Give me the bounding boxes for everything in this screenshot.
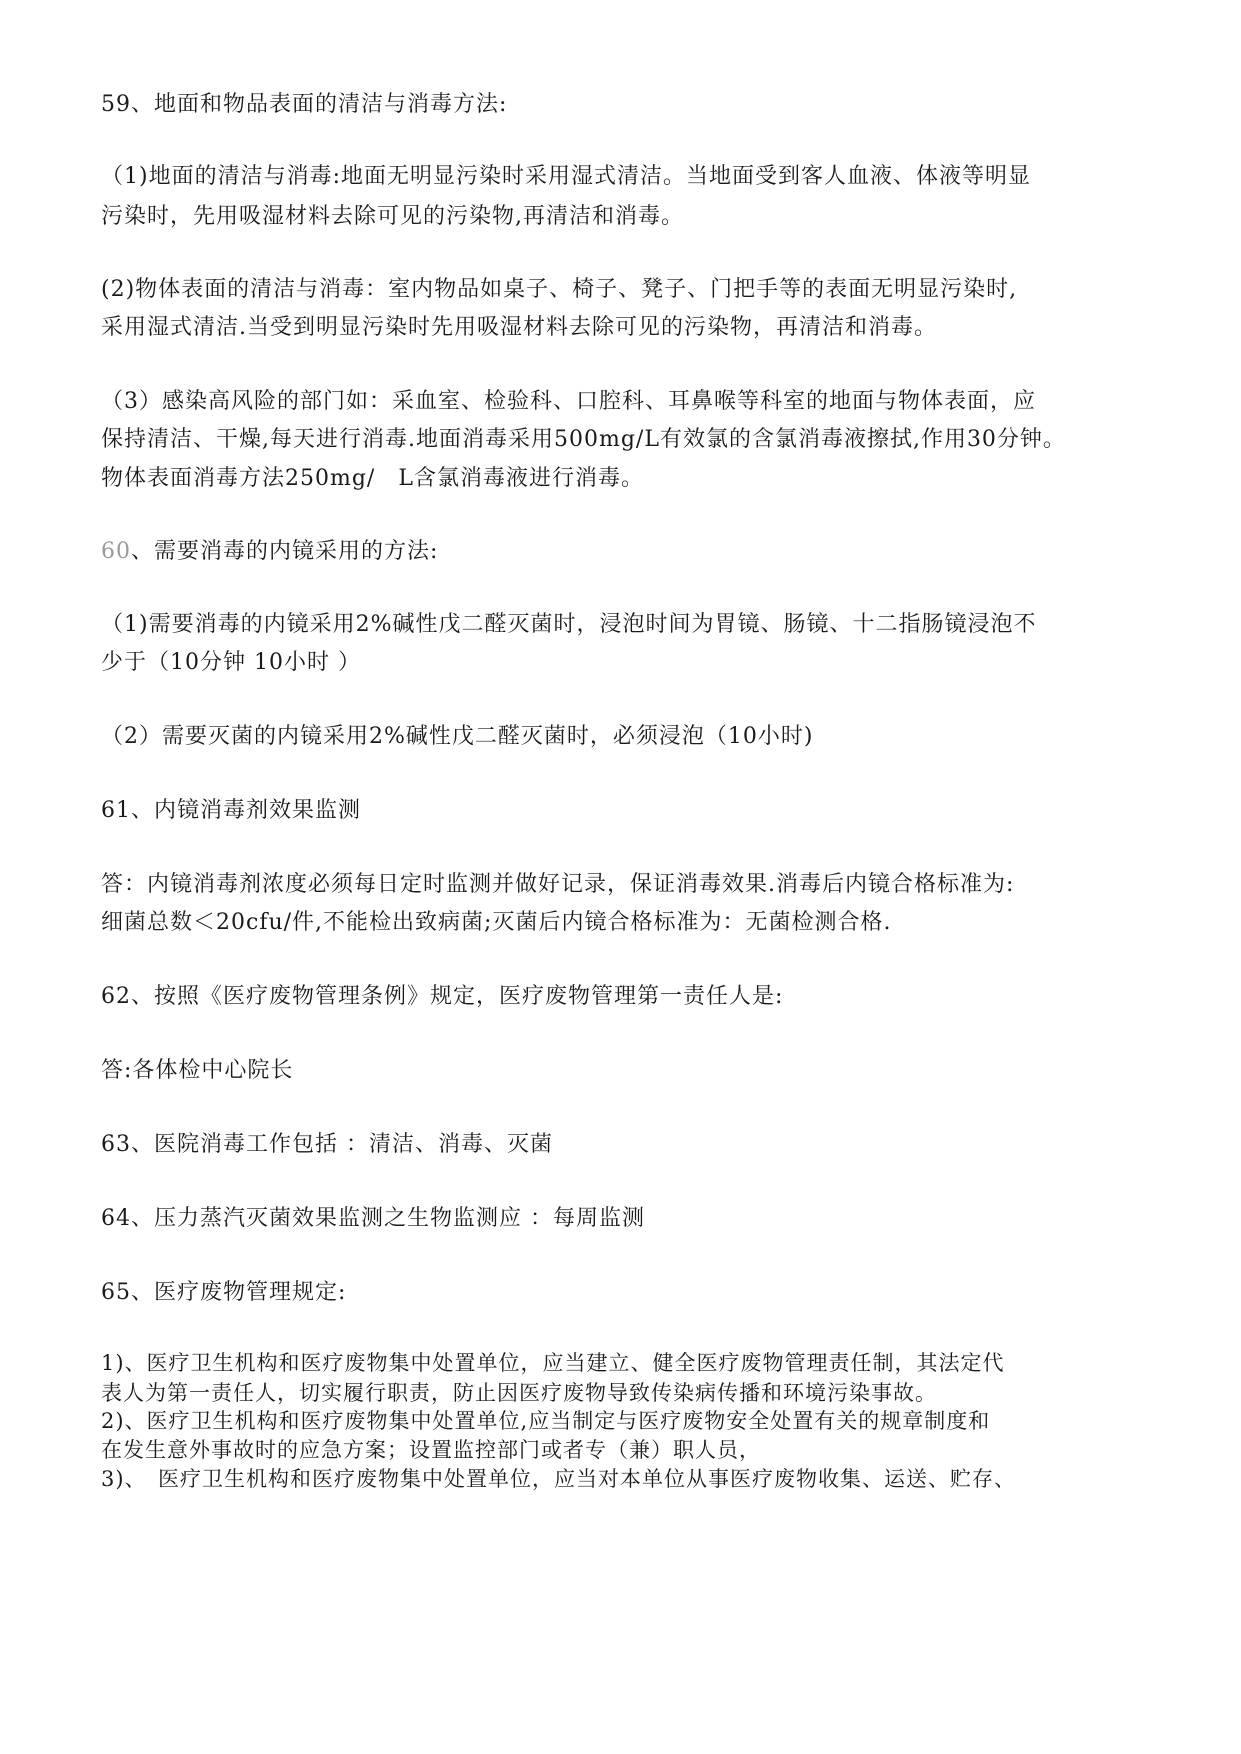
- item-59-point-1-line-2: 污染时，先用吸湿材料去除可见的污染物,再清洁和消毒。: [101, 204, 684, 229]
- item-65-rule-2-line-2: 在发生意外事故时的应急方案；设置监控部门或者专（兼）职人员，: [101, 1438, 761, 1462]
- item-63: 63、医院消毒工作包括 ：清洁、消毒、灭菌: [101, 1132, 553, 1157]
- item-60-heading: [101, 537, 1141, 567]
- item-60-number: 60: [101, 539, 131, 564]
- item-61-answer-line-2: 细菌总数＜20cfu/件,不能检出致病菌;灭菌后内镜合格标准为：无菌检测合格.: [101, 910, 892, 935]
- item-65-rule-3-line-1: 3)、 医疗卫生机构和医疗废物集中处置单位，应当对本单位从事医疗废物收集、运送、贮存、: [101, 1467, 1017, 1491]
- item-65-rule-2-line-1: 2)、医疗卫生机构和医疗废物集中处置单位,应当制定与医疗废物安全处置有关的规章制度和: [101, 1409, 991, 1433]
- item-59-point-2-line-1: (2)物体表面的清洁与消毒：室内物品如桌子、椅子、凳子、门把手等的表面无明显污染时,: [101, 277, 1018, 302]
- item-60-title: 、需要消毒的内镜采用的方法:: [131, 539, 439, 564]
- item-64: 64、压力蒸汽灭菌效果监测之生物监测应 ：每周监测: [101, 1206, 645, 1231]
- item-60-point-1-line-2: 少于（10分钟 10小时 ）: [101, 650, 361, 675]
- item-65-rule-1-line-2: 表人为第一责任人，切实履行职责，防止因医疗废物导致传染病传播和环境污染事故。: [101, 1381, 937, 1405]
- item-65-rule-1-line-1: 1)、医疗卫生机构和医疗废物集中处置单位，应当建立、健全医疗废物管理责任制，其法定代: [101, 1351, 1005, 1375]
- item-60-point-1-line-1: （1)需要消毒的内镜采用2%碱性戊二醛灭菌时，浸泡时间为胃镜、肠镜、十二指肠镜浸泡不: [101, 612, 1037, 637]
- item-62-answer: 答:各体检中心院长: [101, 1058, 294, 1083]
- item-60-point-2: （2）需要灭菌的内镜采用2%碱性戊二醛灭菌时，必须浸泡（10小时): [101, 724, 814, 749]
- item-65-heading: 65、医疗废物管理规定:: [101, 1280, 347, 1305]
- item-59-point-3-line-3: 物体表面消毒方法250mg/ L含氯消毒液进行消毒。: [101, 466, 644, 491]
- item-59-point-3-line-2: 保持清洁、干燥,每天进行消毒.地面消毒采用500mg/L有效氯的含氯消毒液擦拭,作用30分钟。: [101, 427, 1066, 452]
- item-59-point-2-line-2: 采用湿式清洁.当受到明显污染时先用吸湿材料去除可见的污染物，再清洁和消毒。: [101, 315, 937, 340]
- item-61-answer-line-1: 答：内镜消毒剂浓度必须每日定时监测并做好记录，保证消毒效果.消毒后内镜合格标准为:: [101, 872, 1015, 897]
- item-59-point-1-line-1: （1)地面的清洁与消毒:地面无明显污染时采用湿式清洁。当地面受到客人血液、体液等明显: [101, 164, 1031, 189]
- item-59-heading: 59、地面和物品表面的清洁与消毒方法:: [101, 92, 508, 117]
- item-61-heading: 61、内镜消毒剂效果监测: [101, 798, 361, 823]
- item-59-point-3-line-1: （3）感染高风险的部门如：采血室、检验科、口腔科、耳鼻喉等科室的地面与物体表面，应: [101, 389, 1037, 414]
- item-62-heading: 62、按照《医疗废物管理条例》规定，医疗废物管理第一责任人是:: [101, 984, 784, 1009]
